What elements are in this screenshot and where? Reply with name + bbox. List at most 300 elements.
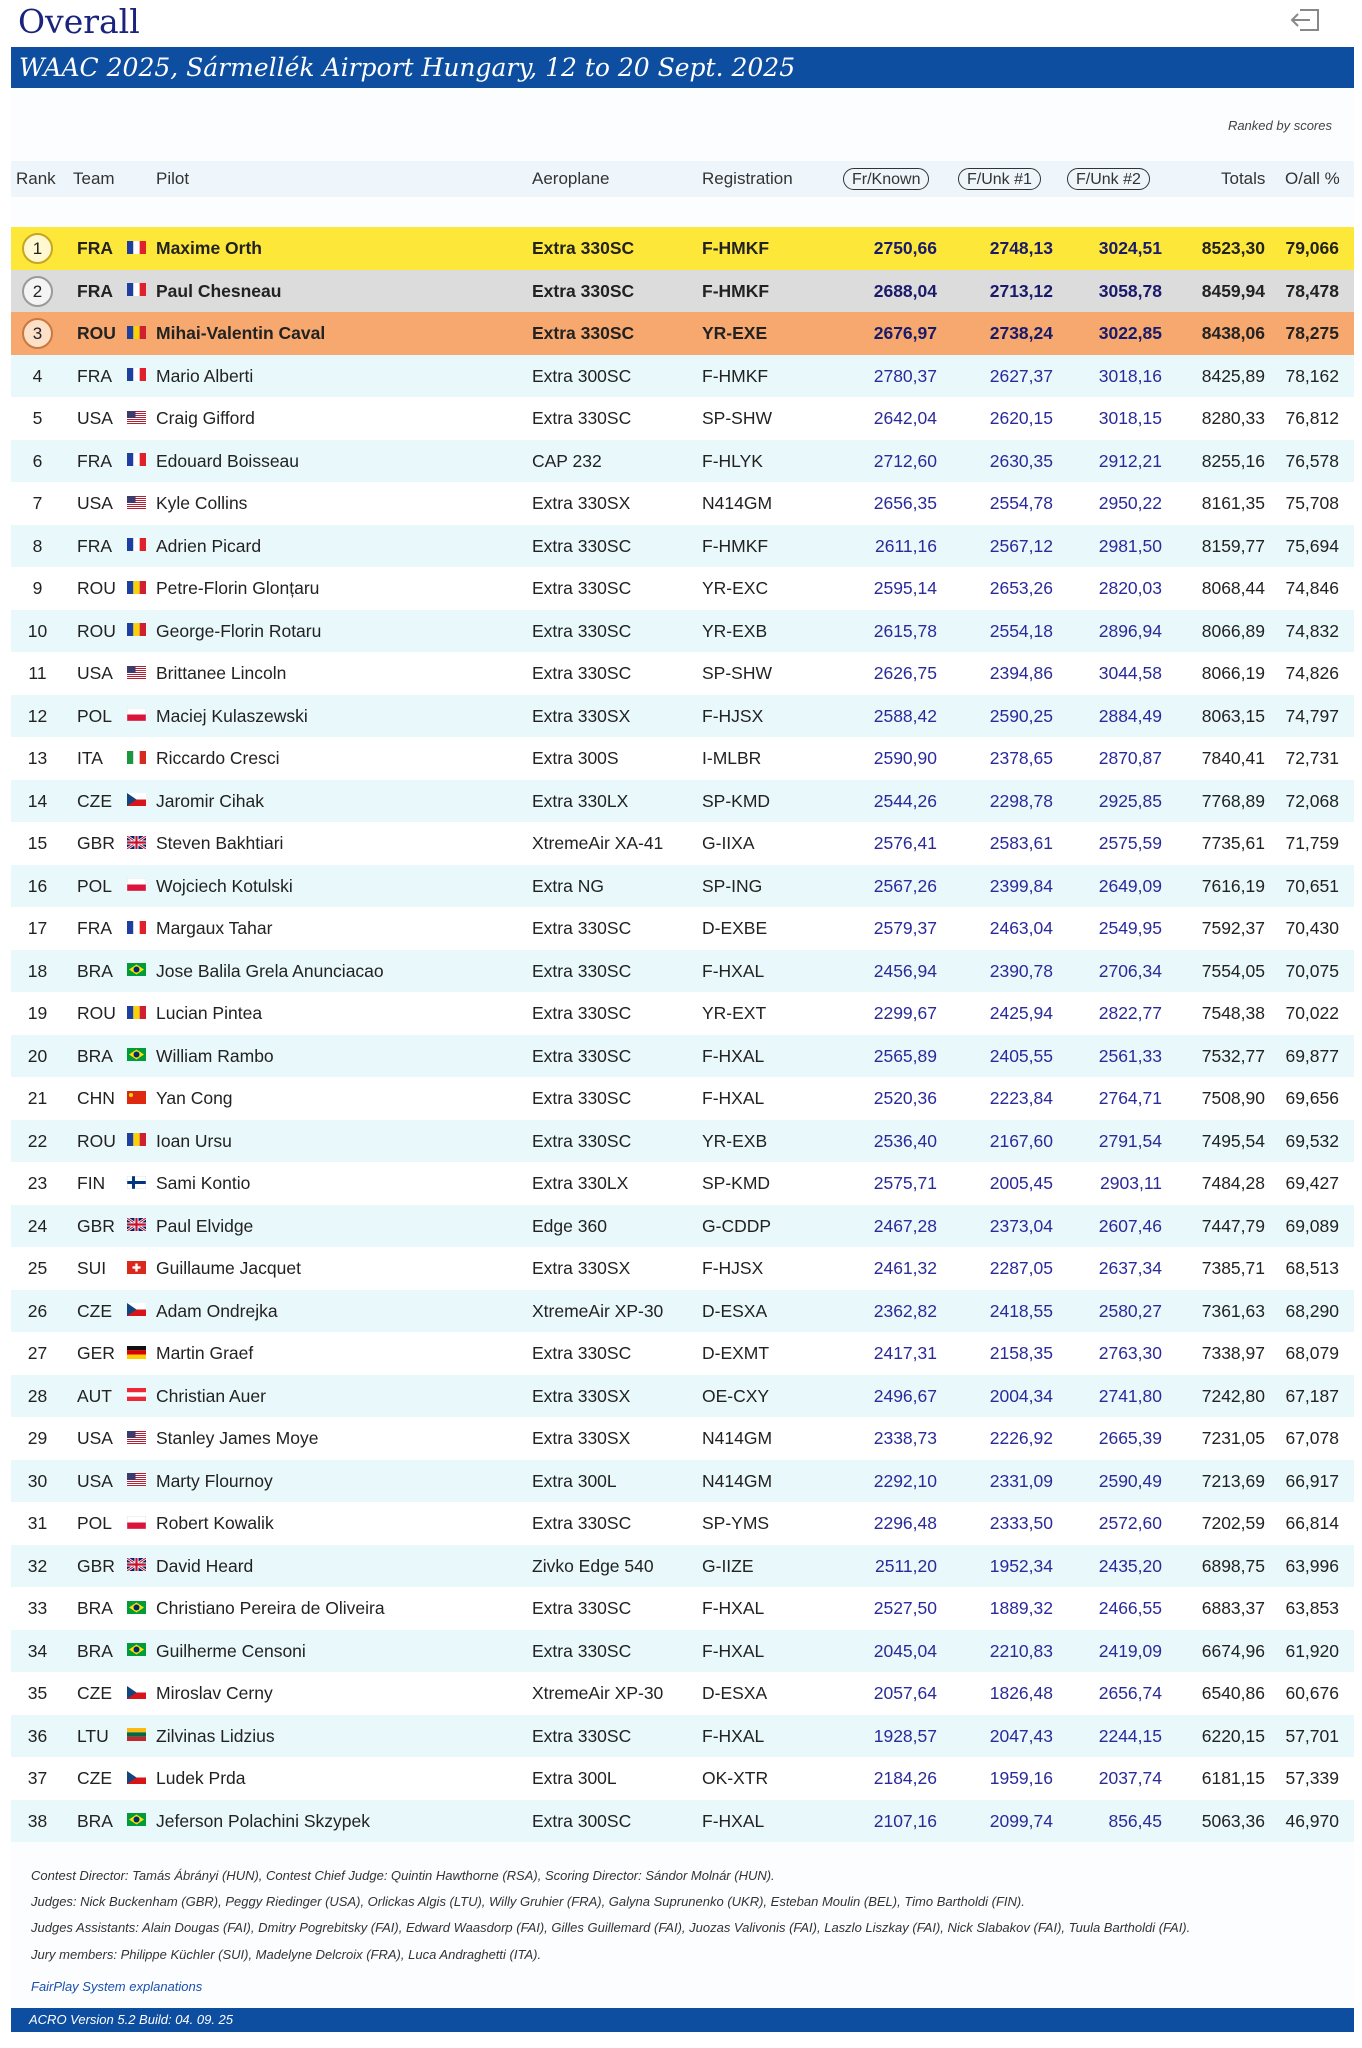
totals-cell: 7242,80 (1201, 1385, 1265, 1406)
f-unk-2-cell: 2572,60 (1098, 1513, 1162, 1533)
totals-cell: 6883,37 (1201, 1598, 1265, 1618)
fr-known-cell: 1928,57 (873, 1725, 937, 1746)
overall-pct-cell: 74,832 (1285, 620, 1339, 641)
f-unk-2-cell: 2706,34 (1098, 960, 1162, 981)
team-cell: USA (77, 408, 113, 428)
f-unk-2-cell: 2637,34 (1098, 1258, 1162, 1278)
fr-known-cell: 2567,26 (873, 875, 937, 896)
f-unk-1-cell: 2333,50 (989, 1513, 1053, 1533)
pilot-cell: Petre-Florin Glonțaru (156, 578, 320, 598)
exit-icon[interactable] (1288, 7, 1322, 33)
table-row[interactable] (11, 227, 1354, 270)
pilot-cell: Craig Gifford (156, 408, 255, 428)
totals-cell: 7532,77 (1201, 1045, 1265, 1066)
fr-known-cell: 2656,35 (873, 493, 937, 513)
table-row[interactable] (11, 1077, 1354, 1120)
flag-icon (127, 950, 147, 993)
registration-cell: F-HLYK (702, 450, 763, 471)
fr-known-cell: 2467,28 (873, 1215, 937, 1236)
table-row[interactable] (11, 1545, 1354, 1588)
table-row[interactable] (11, 1502, 1354, 1545)
fr-known-cell: 2588,42 (873, 705, 937, 726)
totals-cell: 7447,79 (1201, 1215, 1265, 1236)
overall-pct-cell: 68,079 (1285, 1343, 1339, 1363)
f-unk-1-cell: 2210,83 (989, 1640, 1053, 1661)
pilot-cell: Jaromir Cihak (156, 790, 264, 811)
overall-pct-cell: 72,068 (1285, 790, 1339, 811)
rank-cell: 34 (27, 1640, 48, 1661)
table-row[interactable] (11, 397, 1354, 440)
fr-known-cell: 2536,40 (873, 1130, 937, 1151)
f-unk-1-cell: 2738,24 (989, 323, 1053, 343)
f-unk-1-cell: 2627,37 (989, 365, 1053, 386)
rank-cell: 6 (32, 450, 43, 471)
table-row[interactable] (11, 822, 1354, 865)
aeroplane-cell: Extra 300L (532, 1768, 617, 1788)
aeroplane-cell: Extra 330SC (532, 1130, 632, 1151)
totals-cell: 5063,36 (1201, 1810, 1265, 1831)
totals-cell: 8063,15 (1201, 705, 1265, 726)
f-unk-2-cell: 2665,39 (1098, 1428, 1162, 1448)
team-cell: BRA (77, 1810, 113, 1831)
flag-icon (127, 355, 147, 398)
f-unk-1-cell: 2158,35 (989, 1343, 1053, 1363)
f-unk-2-cell: 2575,59 (1098, 833, 1162, 853)
aeroplane-cell: Extra 330SC (532, 960, 632, 981)
table-row[interactable] (11, 1800, 1354, 1843)
registration-cell: SP-SHW (702, 408, 772, 428)
table-row[interactable] (11, 652, 1354, 695)
rank-cell: 7 (32, 493, 43, 513)
aeroplane-cell: Extra 330SX (532, 1385, 631, 1406)
f-unk-1-cell: 2047,43 (989, 1725, 1053, 1746)
aeroplane-cell: Extra 330SC (532, 238, 635, 258)
registration-cell: F-HMKF (702, 365, 769, 386)
table-row[interactable] (11, 1757, 1354, 1800)
table-row[interactable] (11, 1035, 1354, 1078)
rank-cell: 15 (27, 833, 48, 853)
registration-cell: D-ESXA (702, 1683, 768, 1703)
flag-icon (127, 312, 147, 355)
table-row[interactable] (11, 525, 1354, 568)
rank-cell: 10 (27, 620, 48, 641)
f-unk-2-cell: 2981,50 (1098, 535, 1162, 556)
table-row[interactable] (11, 1460, 1354, 1503)
table-row[interactable] (11, 1290, 1354, 1333)
f-unk-2-cell: 2925,85 (1098, 790, 1162, 811)
table-row[interactable] (11, 1120, 1354, 1163)
pilot-cell: Mihai-Valentin Caval (156, 323, 326, 343)
totals-cell: 8280,33 (1201, 408, 1265, 428)
table-row[interactable] (11, 1375, 1354, 1418)
totals-cell: 7484,28 (1201, 1173, 1265, 1193)
overall-pct-cell: 57,339 (1285, 1768, 1339, 1788)
registration-cell: SP-YMS (702, 1513, 770, 1533)
flag-icon (127, 1332, 147, 1375)
table-row[interactable] (11, 865, 1354, 908)
f-unk-1-cell: 2390,78 (989, 960, 1053, 981)
pilot-cell: Christian Auer (156, 1385, 266, 1406)
flag-icon (127, 1545, 147, 1588)
totals-cell: 7768,89 (1201, 790, 1265, 811)
table-row[interactable] (11, 992, 1354, 1035)
pilot-cell: George-Florin Rotaru (156, 620, 322, 641)
pilot-cell: Guilherme Censoni (156, 1640, 306, 1661)
overall-pct-cell: 68,513 (1285, 1258, 1339, 1278)
registration-cell: YR-EXT (702, 1003, 767, 1023)
fr-known-cell: 2057,64 (873, 1683, 937, 1703)
team-cell: GBR (77, 1215, 115, 1236)
f-unk-2-cell: 2580,27 (1098, 1300, 1162, 1321)
pilot-cell: Marty Flournoy (156, 1470, 273, 1491)
f-unk-1-cell: 2653,26 (989, 578, 1053, 598)
aeroplane-cell: Edge 360 (532, 1215, 607, 1236)
rank-cell: 31 (27, 1513, 48, 1533)
registration-cell: N414GM (702, 1470, 773, 1491)
rank-cell: 21 (27, 1088, 48, 1108)
table-row[interactable] (11, 567, 1354, 610)
overall-pct-cell: 67,187 (1285, 1385, 1339, 1406)
rank-cell: 25 (27, 1258, 48, 1278)
flag-icon (127, 1417, 147, 1460)
fr-known-cell: 2579,37 (873, 918, 937, 938)
table-row[interactable] (11, 950, 1354, 993)
flag-icon (127, 652, 147, 695)
table-row[interactable] (11, 695, 1354, 738)
table-row[interactable] (11, 440, 1354, 483)
team-cell: ROU (77, 1130, 116, 1151)
totals-cell: 8066,89 (1201, 620, 1265, 641)
totals-cell: 7840,41 (1201, 748, 1265, 768)
aeroplane-cell: XtremeAir XA-41 (532, 833, 664, 853)
team-cell: LTU (77, 1725, 109, 1746)
aeroplane-cell: Extra NG (532, 875, 604, 896)
fr-known-cell: 2575,71 (873, 1173, 937, 1193)
team-cell: ROU (77, 578, 116, 598)
overall-pct-cell: 61,920 (1285, 1640, 1339, 1661)
pilot-cell: Guillaume Jacquet (156, 1258, 301, 1278)
pilot-cell: Jeferson Polachini Skzypek (156, 1810, 370, 1831)
f-unk-2-cell: 2244,15 (1098, 1725, 1162, 1746)
f-unk-2-cell: 3058,78 (1098, 280, 1162, 301)
table-row[interactable] (11, 482, 1354, 525)
rank-cell: 22 (27, 1130, 48, 1151)
overall-pct-cell: 71,759 (1285, 833, 1339, 853)
f-unk-2-cell: 2466,55 (1098, 1598, 1162, 1618)
flag-icon (127, 1715, 147, 1758)
registration-cell: F-HMKF (702, 535, 769, 556)
col-f-unk-1[interactable]: F/Unk #1 (958, 168, 1041, 190)
registration-cell: N414GM (702, 493, 773, 513)
competition-banner: WAAC 2025, Sármellék Airport Hungary, 12 to 20 Sept. 2025 (11, 47, 1354, 88)
totals-cell: 7361,63 (1201, 1300, 1265, 1321)
flag-icon (127, 1120, 147, 1163)
flag-icon (127, 397, 147, 440)
registration-cell: F-HXAL (702, 960, 765, 981)
fr-known-cell: 2496,67 (873, 1385, 937, 1406)
table-row[interactable] (11, 1247, 1354, 1290)
rank-cell: 38 (27, 1810, 48, 1831)
judges-line: Judges: Nick Buckenham (GBR), Peggy Riedinger (USA), Orlickas Algis (LTU), Willy Gruhier (FRA), Galyna Suprunenko (UKR), Esteban Moulin (BEL), Timo Bartholdi (FIN). (31, 1894, 1025, 1909)
table-row[interactable] (11, 270, 1354, 313)
totals-cell: 7231,05 (1201, 1428, 1265, 1448)
pilot-cell: Adam Ondrejka (156, 1300, 278, 1321)
totals-cell: 6674,96 (1201, 1640, 1265, 1661)
totals-cell: 7508,90 (1201, 1088, 1265, 1108)
results-table (11, 227, 1354, 1842)
medal-rank-badge: 1 (22, 233, 53, 264)
totals-cell: 6540,86 (1201, 1683, 1265, 1703)
table-row[interactable] (11, 780, 1354, 823)
team-cell: FRA (77, 918, 112, 938)
aeroplane-cell: Extra 330SC (532, 408, 632, 428)
f-unk-2-cell: 2884,49 (1098, 705, 1162, 726)
overall-pct-cell: 69,656 (1285, 1088, 1339, 1108)
fr-known-cell: 2045,04 (873, 1640, 937, 1661)
aeroplane-cell: Extra 330SC (532, 1598, 632, 1618)
fr-known-cell: 2576,41 (873, 833, 937, 853)
f-unk-2-cell: 2950,22 (1098, 493, 1162, 513)
team-cell: USA (77, 1428, 113, 1448)
registration-cell: F-HXAL (702, 1725, 765, 1746)
f-unk-2-cell: 2822,77 (1098, 1003, 1162, 1023)
overall-pct-cell: 57,701 (1285, 1725, 1339, 1746)
f-unk-1-cell: 1952,34 (989, 1555, 1053, 1576)
f-unk-1-cell: 2005,45 (989, 1173, 1053, 1193)
aeroplane-cell: Extra 330SC (532, 1003, 632, 1023)
aeroplane-cell: Extra 330SC (532, 280, 635, 301)
fr-known-cell: 2676,97 (873, 323, 937, 343)
rank-cell: 27 (27, 1343, 48, 1363)
flag-icon (127, 525, 147, 568)
fr-known-cell: 2299,67 (873, 1003, 937, 1023)
f-unk-1-cell: 2630,35 (989, 450, 1053, 471)
fr-known-cell: 2544,26 (873, 790, 937, 811)
f-unk-1-cell: 2418,55 (989, 1300, 1053, 1321)
rank-cell: 12 (27, 705, 48, 726)
fr-known-cell: 2712,60 (873, 450, 937, 471)
registration-cell: F-HMKF (702, 238, 770, 258)
totals-cell: 8425,89 (1201, 365, 1265, 386)
f-unk-1-cell: 2748,13 (989, 238, 1053, 258)
fr-known-cell: 2527,50 (873, 1598, 937, 1618)
f-unk-2-cell: 2590,49 (1098, 1470, 1162, 1491)
overall-pct-cell: 60,676 (1285, 1683, 1339, 1703)
table-row[interactable] (11, 907, 1354, 950)
rank-cell: 17 (27, 918, 48, 938)
team-cell: POL (77, 1513, 113, 1533)
f-unk-2-cell: 3018,15 (1098, 408, 1162, 428)
pilot-cell: Lucian Pintea (156, 1003, 263, 1023)
team-cell: FIN (77, 1173, 106, 1193)
table-row[interactable] (11, 610, 1354, 653)
totals-cell: 8068,44 (1201, 578, 1265, 598)
registration-cell: SP-ING (702, 875, 763, 896)
flag-icon (127, 1205, 147, 1248)
table-row[interactable] (11, 1205, 1354, 1248)
fr-known-cell: 2107,16 (873, 1810, 937, 1831)
fr-known-cell: 2461,32 (873, 1258, 937, 1278)
f-unk-2-cell: 3022,85 (1098, 323, 1162, 343)
col-f-unk-2[interactable]: F/Unk #2 (1067, 168, 1150, 190)
aeroplane-cell: CAP 232 (532, 450, 602, 471)
fairplay-link[interactable]: FairPlay System explanations (31, 1979, 203, 1994)
registration-cell: YR-EXC (702, 578, 769, 598)
registration-cell: F-HXAL (702, 1088, 765, 1108)
pilot-cell: Martin Graef (156, 1343, 254, 1363)
flag-icon (127, 1672, 147, 1715)
f-unk-1-cell: 2399,84 (989, 875, 1053, 896)
aeroplane-cell: Extra 330SC (532, 1640, 632, 1661)
pilot-cell: Ioan Ursu (156, 1130, 232, 1151)
col-registration: Registration (702, 169, 793, 188)
totals-cell: 7213,69 (1201, 1470, 1265, 1491)
table-row[interactable] (11, 1587, 1354, 1630)
table-row[interactable] (11, 312, 1354, 355)
medal-rank-badge: 3 (22, 318, 53, 349)
fr-known-cell: 2296,48 (873, 1513, 937, 1533)
totals-cell: 7495,54 (1201, 1130, 1265, 1151)
totals-cell: 6181,15 (1201, 1768, 1265, 1788)
f-unk-2-cell: 2656,74 (1098, 1683, 1162, 1703)
aeroplane-cell: Extra 300S (532, 748, 619, 768)
flag-icon (127, 1035, 147, 1078)
flag-icon (127, 1077, 147, 1120)
col-rank: Rank (16, 169, 56, 188)
table-row[interactable] (11, 1630, 1354, 1673)
registration-cell: F-HXAL (702, 1598, 765, 1618)
fr-known-cell: 2642,04 (873, 408, 937, 428)
f-unk-2-cell: 2764,71 (1098, 1088, 1162, 1108)
aeroplane-cell: Extra 330SC (532, 535, 632, 556)
fr-known-cell: 2184,26 (873, 1768, 937, 1788)
pilot-cell: Yan Cong (156, 1088, 233, 1108)
flag-icon (127, 695, 147, 738)
table-row[interactable] (11, 737, 1354, 780)
overall-pct-cell: 70,651 (1285, 875, 1339, 896)
aeroplane-cell: Extra 330SC (532, 918, 632, 938)
team-cell: BRA (77, 1045, 113, 1066)
aeroplane-cell: XtremeAir XP-30 (532, 1683, 664, 1703)
rank-cell (11, 227, 64, 270)
team-cell: POL (77, 875, 113, 896)
aeroplane-cell: Extra 330SC (532, 663, 632, 683)
aeroplane-cell: Extra 300SC (532, 365, 632, 386)
f-unk-2-cell: 2820,03 (1098, 578, 1162, 598)
f-unk-1-cell: 2373,04 (989, 1215, 1053, 1236)
flag-icon (127, 1375, 147, 1418)
aeroplane-cell: Extra 330LX (532, 1173, 629, 1193)
overall-pct-cell: 69,427 (1285, 1173, 1339, 1193)
overall-pct-cell: 74,846 (1285, 578, 1339, 598)
registration-cell: F-HJSX (702, 705, 764, 726)
flag-icon (127, 907, 147, 950)
col-fr-known[interactable]: Fr/Known (843, 168, 929, 190)
totals-cell: 8161,35 (1201, 493, 1265, 513)
table-header (11, 161, 1354, 197)
pilot-cell: Robert Kowalik (156, 1513, 274, 1533)
pilot-cell: Margaux Tahar (156, 918, 273, 938)
team-cell: AUT (77, 1385, 112, 1406)
f-unk-1-cell: 2425,94 (989, 1003, 1053, 1023)
flag-icon (127, 865, 147, 908)
table-row[interactable] (11, 1672, 1354, 1715)
f-unk-1-cell: 2167,60 (989, 1130, 1053, 1151)
pilot-cell: Riccardo Cresci (156, 748, 280, 768)
rank-cell: 24 (27, 1215, 48, 1236)
team-cell: CZE (77, 1768, 112, 1788)
flag-icon (127, 1290, 147, 1333)
table-row[interactable] (11, 1162, 1354, 1205)
table-row[interactable] (11, 355, 1354, 398)
aeroplane-cell: Extra 330SC (532, 620, 632, 641)
f-unk-1-cell: 2394,86 (989, 663, 1053, 683)
f-unk-1-cell: 1889,32 (989, 1598, 1053, 1618)
aeroplane-cell: Extra 330SC (532, 1725, 632, 1746)
overall-pct-cell: 69,532 (1285, 1130, 1339, 1151)
pilot-cell: Kyle Collins (156, 493, 248, 513)
table-row[interactable] (11, 1332, 1354, 1375)
team-cell: USA (77, 663, 113, 683)
totals-cell: 8066,19 (1201, 663, 1265, 683)
registration-cell: SP-KMD (702, 790, 771, 811)
pilot-cell: Stanley James Moye (156, 1428, 319, 1448)
overall-pct-cell: 75,694 (1285, 535, 1339, 556)
totals-cell: 7202,59 (1201, 1513, 1265, 1533)
overall-pct-cell: 79,066 (1285, 238, 1339, 258)
f-unk-1-cell: 2583,61 (989, 833, 1053, 853)
totals-cell: 7735,61 (1201, 833, 1265, 853)
totals-cell: 7616,19 (1201, 875, 1265, 896)
flag-icon (127, 610, 147, 653)
overall-pct-cell: 63,853 (1285, 1598, 1339, 1618)
pilot-cell: Ludek Prda (156, 1768, 246, 1788)
pilot-cell: Sami Kontio (156, 1173, 251, 1193)
team-cell: SUI (77, 1258, 107, 1278)
pilot-cell: Mario Alberti (156, 365, 254, 386)
overall-pct-cell: 67,078 (1285, 1428, 1339, 1448)
flag-icon (127, 780, 147, 823)
rank-cell: 37 (27, 1768, 48, 1788)
totals-cell: 7592,37 (1201, 918, 1265, 938)
pilot-cell: Maxime Orth (156, 238, 262, 258)
f-unk-2-cell: 2870,87 (1098, 748, 1162, 768)
fr-known-cell: 2362,82 (873, 1300, 937, 1321)
rank-cell: 9 (32, 578, 43, 598)
pilot-cell: Miroslav Cerny (156, 1683, 273, 1703)
registration-cell: G-CDDP (702, 1215, 772, 1236)
fr-known-cell: 2688,04 (873, 280, 937, 301)
overall-pct-cell: 69,089 (1285, 1215, 1339, 1236)
version-bar (11, 2008, 1354, 2032)
f-unk-2-cell: 3044,58 (1098, 663, 1162, 683)
pilot-cell: David Heard (156, 1555, 254, 1576)
rank-cell: 13 (27, 748, 48, 768)
table-row[interactable] (11, 1715, 1354, 1758)
results-panel (11, 88, 1354, 2027)
f-unk-1-cell: 2463,04 (989, 918, 1053, 938)
totals-cell: 7385,71 (1201, 1258, 1265, 1278)
registration-cell: N414GM (702, 1428, 773, 1448)
registration-cell: G-IIZE (702, 1555, 754, 1576)
fr-known-cell: 2595,14 (873, 578, 937, 598)
rank-cell: 26 (27, 1300, 48, 1321)
rank-cell: 19 (27, 1003, 48, 1023)
registration-cell: F-HXAL (702, 1810, 765, 1831)
totals-cell: 6220,15 (1201, 1725, 1265, 1746)
table-row[interactable] (11, 1417, 1354, 1460)
f-unk-2-cell: 2435,20 (1098, 1555, 1162, 1576)
